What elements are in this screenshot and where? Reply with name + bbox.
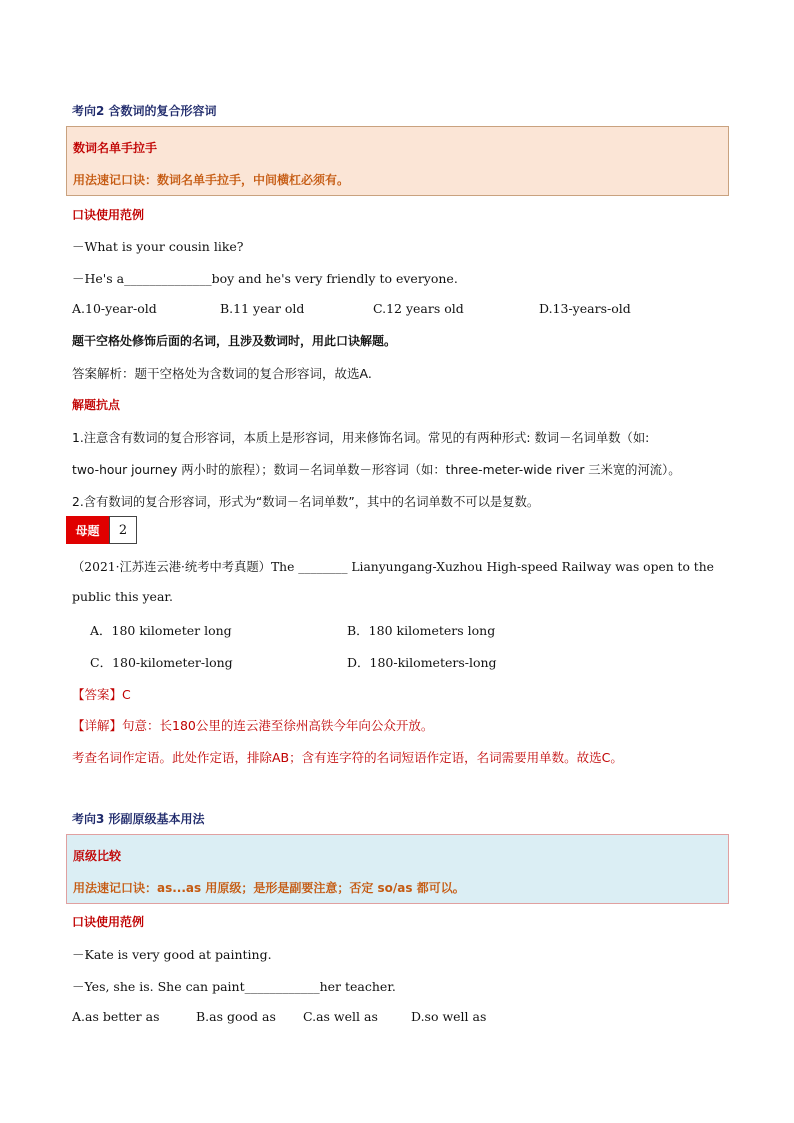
option-a: A.10-year-old xyxy=(72,301,157,316)
pitfall-1a: 1.注意含有数词的复合形容词，本质上是形容词，用来修饰名词。常见的有两种形式: 数词－名词单数（如: xyxy=(72,431,650,445)
mother-question-number: 2 xyxy=(109,516,137,544)
answer-label: 【答案】C xyxy=(72,687,131,702)
example-heading-2: 口诀使用范例 xyxy=(72,915,145,929)
option2-a: A.as better as xyxy=(72,1009,160,1024)
question-stem-1: （2021·江苏连云港·统考中考真题）The ________ Lianyungang-Xuzhou High-speed Railway was open to the xyxy=(72,560,714,574)
section-title-2: 考向2 含数词的复合形容词 xyxy=(72,104,217,118)
mnemonic-box-1 xyxy=(66,126,729,196)
question-option-c: C．180-kilometer-long xyxy=(90,655,233,670)
section-title-3: 考向3 形副原级基本用法 xyxy=(72,812,205,826)
pitfall-1b: two-hour journey 两小时的旅程）；数词－名词单数－形容词（如：three-meter-wide river 三米宽的河流）。 xyxy=(72,463,681,477)
mnemonic-box-2 xyxy=(66,834,729,904)
option-c: C.12 years old xyxy=(373,301,464,316)
mnemonic-box-title: 数词名单手拉手 xyxy=(73,141,158,155)
option2-b: B.as good as xyxy=(196,1009,276,1024)
mnemonic-box-text: 用法速记口诀：as...as 用原级；是形是副要注意；否定 so/as 都可以。 xyxy=(73,881,465,895)
dialogue2-line-2: －Yes, she is. She can paint____________her teacher. xyxy=(72,979,396,994)
mnemonic-box-title: 原级比较 xyxy=(73,849,122,863)
option2-c: C.as well as xyxy=(303,1009,378,1024)
dialogue-line-2: －He's a______________boy and he's very friendly to everyone. xyxy=(72,271,458,286)
mother-question-tag: 母题 xyxy=(66,516,109,544)
pitfalls-heading: 解题抗点 xyxy=(72,398,121,412)
question-stem-2: public this year. xyxy=(72,589,173,604)
detail-text: 【详解】句意：长180公里的连云港至徐州高铁今年向公众开放。 xyxy=(72,718,434,733)
dialogue-line-1: －What is your cousin like? xyxy=(72,239,244,254)
dialogue2-line-1: －Kate is very good at painting. xyxy=(72,947,272,962)
solving-tip: 题干空格处修饰后面的名词，且涉及数词时，用此口诀解题。 xyxy=(72,334,397,348)
pitfall-2: 2.含有数词的复合形容词，形式为“数词－名词单数”，其中的名词单数不可以是复数。 xyxy=(72,495,540,509)
question-option-b: B．180 kilometers long xyxy=(347,623,496,638)
option-b: B.11 year old xyxy=(220,301,305,316)
example-heading: 口诀使用范例 xyxy=(72,208,145,222)
answer-analysis: 答案解析：题干空格处为含数词的复合形容词，故选A. xyxy=(72,366,372,381)
option-d: D.13-years-old xyxy=(539,301,631,316)
question-option-a: A．180 kilometer long xyxy=(90,623,232,638)
mnemonic-box-text: 用法速记口诀：数词名单手拉手，中间横杠必须有。 xyxy=(73,173,350,187)
question-option-d: D．180-kilometers-long xyxy=(347,655,497,670)
explanation-text: 考查名词作定语。此处作定语，排除AB；含有连字符的名词短语作定语，名词需要用单数。故选C。 xyxy=(72,750,623,765)
option2-d: D.so well as xyxy=(411,1009,487,1024)
